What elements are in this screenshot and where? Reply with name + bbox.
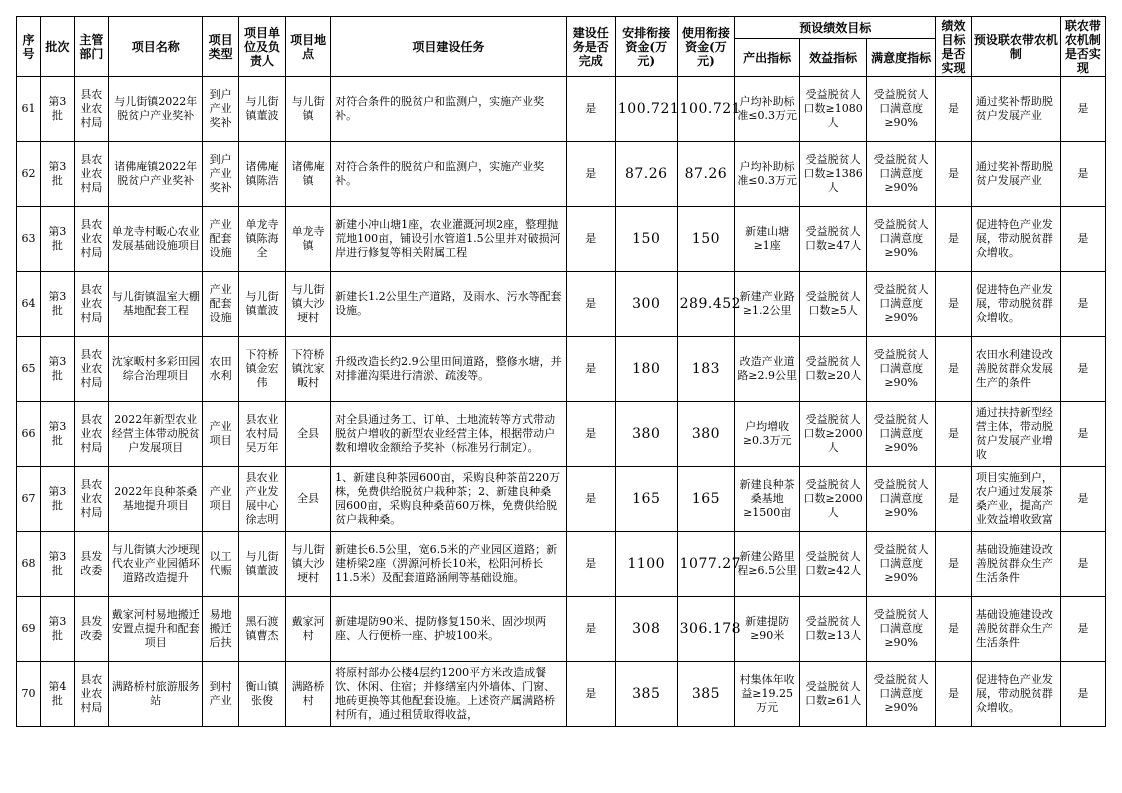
cell-location: 戴家河村 — [286, 597, 331, 662]
cell-output: 村集体年收益≥19.25万元 — [735, 662, 800, 727]
cell-batch: 第3批 — [41, 272, 75, 337]
cell-done: 是 — [566, 337, 615, 402]
cell-seq: 61 — [17, 77, 41, 142]
cell-done: 是 — [566, 467, 615, 532]
cell-dept: 县发改委 — [74, 532, 109, 597]
cell-satisfaction: 受益脱贫人口满意度≥90% — [867, 207, 936, 272]
cell-arranged: 150 — [615, 207, 677, 272]
cell-seq: 70 — [17, 662, 41, 727]
table-row — [17, 597, 1106, 662]
cell-perf-done: 是 — [936, 597, 972, 662]
cell-done: 是 — [566, 597, 615, 662]
header-arranged: 安排衔接资金(万元) — [615, 17, 677, 77]
cell-mechanism: 农田水利建设改善脱贫群众发展生产的条件 — [971, 337, 1060, 402]
cell-perf-done: 是 — [936, 467, 972, 532]
cell-type: 到户产业奖补 — [203, 142, 239, 207]
cell-seq: 69 — [17, 597, 41, 662]
cell-owner: 下符桥镇金宏伟 — [238, 337, 285, 402]
cell-mechanism: 促进特色产业发展，带动脱贫群众增收。 — [971, 272, 1060, 337]
cell-used: 87.26 — [677, 142, 735, 207]
cell-owner: 县农业农村局吴万年 — [238, 402, 285, 467]
cell-type: 产业配套设施 — [203, 272, 239, 337]
cell-benefit: 受益脱贫人口数≥20人 — [800, 337, 867, 402]
cell-type: 到村产业 — [203, 662, 239, 727]
cell-satisfaction: 受益脱贫人口满意度≥90% — [867, 142, 936, 207]
header-batch: 批次 — [41, 17, 75, 77]
cell-task: 新建堤防90米、提防修复150米、固沙坝两座、人行便桥一座、护坡100米。 — [331, 597, 567, 662]
header-mech-done: 联农带农机制是否实现 — [1060, 17, 1105, 77]
cell-type: 产业项目 — [203, 467, 239, 532]
cell-owner: 黑石渡镇曹杰 — [238, 597, 285, 662]
header-satisfaction: 满意度指标 — [867, 39, 936, 77]
table-row — [17, 77, 1106, 142]
cell-name: 2022年新型农业经营主体带动脱贫户发展项目 — [109, 402, 203, 467]
cell-owner: 县农业产业发展中心徐志明 — [238, 467, 285, 532]
cell-batch: 第3批 — [41, 597, 75, 662]
cell-arranged: 1100 — [615, 532, 677, 597]
table-row — [17, 207, 1106, 272]
cell-location: 下符桥镇沈家畈村 — [286, 337, 331, 402]
cell-done: 是 — [566, 532, 615, 597]
cell-owner: 与儿街镇董波 — [238, 77, 285, 142]
cell-used: 306.178 — [677, 597, 735, 662]
cell-perf-done: 是 — [936, 207, 972, 272]
cell-benefit: 受益脱贫人口数≥5人 — [800, 272, 867, 337]
cell-owner: 与儿街镇董波 — [238, 272, 285, 337]
cell-benefit: 受益脱贫人口数≥2000人 — [800, 467, 867, 532]
project-table — [16, 16, 1106, 727]
cell-mechanism: 项目实施到户，农户通过发展茶桑产业，提高产业效益增收致富 — [971, 467, 1060, 532]
cell-location: 单龙寺镇 — [286, 207, 331, 272]
cell-mechanism: 促进特色产业发展，带动脱贫群众增收。 — [971, 207, 1060, 272]
cell-name: 与儿街镇大沙埂现代农业产业园循环道路改造提升 — [109, 532, 203, 597]
cell-location: 满路桥村 — [286, 662, 331, 727]
cell-task: 对全县通过务工、订单、土地流转等方式带动脱贫户增收的新型农业经营主体，根据带动户数和增收金额给予奖补（标准另行制定）。 — [331, 402, 567, 467]
cell-name: 2022年良种茶桑基地提升项目 — [109, 467, 203, 532]
cell-task: 对符合条件的脱贫户和监测户，实施产业奖补。 — [331, 77, 567, 142]
cell-dept: 县农业农村局 — [74, 337, 109, 402]
cell-location: 全县 — [286, 467, 331, 532]
table-row — [17, 142, 1106, 207]
cell-output: 新建公路里程≥6.5公里 — [735, 532, 800, 597]
cell-seq: 64 — [17, 272, 41, 337]
cell-task: 新建长1.2公里生产道路，及雨水、污水等配套设施。 — [331, 272, 567, 337]
cell-perf-done: 是 — [936, 272, 972, 337]
cell-output: 改造产业道路≥2.9公里 — [735, 337, 800, 402]
cell-output: 新建良种茶桑基地≥1500亩 — [735, 467, 800, 532]
cell-perf-done: 是 — [936, 532, 972, 597]
cell-used: 385 — [677, 662, 735, 727]
cell-type: 农田水利 — [203, 337, 239, 402]
cell-seq: 63 — [17, 207, 41, 272]
project-table-sheet — [16, 16, 1106, 727]
cell-task: 新建小冲山塘1座，农业灌溉河坝2座，整理抛荒地100亩，铺设引水管道1.5公里并对破损河岸进行修复等相关附属工程 — [331, 207, 567, 272]
cell-benefit: 受益脱贫人口数≥2000人 — [800, 402, 867, 467]
table-row — [17, 662, 1106, 727]
cell-seq: 68 — [17, 532, 41, 597]
cell-output: 新建产业路≥1.2公里 — [735, 272, 800, 337]
cell-name: 单龙寺村畈心农业发展基础设施项目 — [109, 207, 203, 272]
cell-mech-done: 是 — [1060, 662, 1105, 727]
cell-mechanism: 基础设施建设改善脱贫群众生产生活条件 — [971, 597, 1060, 662]
cell-done: 是 — [566, 142, 615, 207]
cell-dept: 县农业农村局 — [74, 142, 109, 207]
table-row — [17, 467, 1106, 532]
header-location: 项目地点 — [286, 17, 331, 77]
cell-dept: 县农业农村局 — [74, 207, 109, 272]
cell-batch: 第4批 — [41, 662, 75, 727]
cell-name: 满路桥村旅游服务站 — [109, 662, 203, 727]
cell-arranged: 385 — [615, 662, 677, 727]
cell-batch: 第3批 — [41, 402, 75, 467]
cell-type: 到户产业奖补 — [203, 77, 239, 142]
cell-mechanism: 通过奖补帮助脱贫户发展产业 — [971, 142, 1060, 207]
cell-type: 产业项目 — [203, 402, 239, 467]
cell-dept: 县农业农村局 — [74, 402, 109, 467]
cell-benefit: 受益脱贫人口数≥42人 — [800, 532, 867, 597]
cell-batch: 第3批 — [41, 142, 75, 207]
header-type: 项目类型 — [203, 17, 239, 77]
cell-benefit: 受益脱贫人口数≥47人 — [800, 207, 867, 272]
cell-mech-done: 是 — [1060, 532, 1105, 597]
cell-type: 产业配套设施 — [203, 207, 239, 272]
cell-name: 戴家河村易地搬迁安置点提升和配套项目 — [109, 597, 203, 662]
header-perf-done: 绩效目标是否实现 — [936, 17, 972, 77]
header-done: 建设任务是否完成 — [566, 17, 615, 77]
cell-name: 诸佛庵镇2022年脱贫户产业奖补 — [109, 142, 203, 207]
header-mechanism: 预设联农带农机制 — [971, 17, 1060, 77]
cell-mech-done: 是 — [1060, 337, 1105, 402]
cell-location: 与儿街镇大沙埂村 — [286, 532, 331, 597]
cell-done: 是 — [566, 207, 615, 272]
cell-location: 与儿街镇 — [286, 77, 331, 142]
header-benefit: 效益指标 — [800, 39, 867, 77]
cell-seq: 62 — [17, 142, 41, 207]
header-output: 产出指标 — [735, 39, 800, 77]
cell-seq: 66 — [17, 402, 41, 467]
cell-mech-done: 是 — [1060, 207, 1105, 272]
cell-satisfaction: 受益脱贫人口满意度≥90% — [867, 597, 936, 662]
cell-satisfaction: 受益脱贫人口满意度≥90% — [867, 402, 936, 467]
table-row — [17, 532, 1106, 597]
cell-seq: 67 — [17, 467, 41, 532]
cell-used: 100.721 — [677, 77, 735, 142]
cell-mechanism: 通过奖补帮助脱贫户发展产业 — [971, 77, 1060, 142]
cell-perf-done: 是 — [936, 142, 972, 207]
cell-mech-done: 是 — [1060, 77, 1105, 142]
cell-dept: 县农业农村局 — [74, 272, 109, 337]
cell-owner: 诸佛庵镇陈浩 — [238, 142, 285, 207]
cell-mechanism: 促进特色产业发展，带动脱贫群众增收。 — [971, 662, 1060, 727]
cell-used: 380 — [677, 402, 735, 467]
header-used: 使用衔接资金(万元) — [677, 17, 735, 77]
cell-location: 诸佛庵镇 — [286, 142, 331, 207]
cell-batch: 第3批 — [41, 337, 75, 402]
cell-mech-done: 是 — [1060, 467, 1105, 532]
cell-satisfaction: 受益脱贫人口满意度≥90% — [867, 532, 936, 597]
cell-arranged: 300 — [615, 272, 677, 337]
header-perf: 预设绩效目标 — [735, 17, 936, 39]
cell-benefit: 受益脱贫人口数≥1080人 — [800, 77, 867, 142]
cell-task: 将原村部办公楼4层约1200平方米改造成餐饮、休闲、住宿；并修缮室内外墙体、门窗、地砖更换等其他配套设施。上述资产属满路桥村所有，通过租赁取得收益， — [331, 662, 567, 727]
cell-location: 与儿街镇大沙埂村 — [286, 272, 331, 337]
cell-output: 新建山塘≥1座 — [735, 207, 800, 272]
cell-mech-done: 是 — [1060, 402, 1105, 467]
table-row — [17, 337, 1106, 402]
cell-location: 全县 — [286, 402, 331, 467]
cell-arranged: 380 — [615, 402, 677, 467]
cell-output: 户均增收≥0.3万元 — [735, 402, 800, 467]
header-owner: 项目单位及负责人 — [238, 17, 285, 77]
cell-name: 沈家畈村多彩田园综合治理项目 — [109, 337, 203, 402]
cell-batch: 第3批 — [41, 77, 75, 142]
cell-dept: 县农业农村局 — [74, 77, 109, 142]
cell-output: 户均补助标准≤0.3万元 — [735, 77, 800, 142]
cell-dept: 县发改委 — [74, 597, 109, 662]
cell-perf-done: 是 — [936, 402, 972, 467]
cell-task: 1、新建良种茶园600亩，采购良种茶苗220万株，免费供给脱贫户栽种茶；2、新建良种桑园600亩，采购良种桑苗60万株，免费供给脱贫户栽种桑。 — [331, 467, 567, 532]
cell-output: 户均补助标准≤0.3万元 — [735, 142, 800, 207]
cell-benefit: 受益脱贫人口数≥13人 — [800, 597, 867, 662]
cell-dept: 县农业农村局 — [74, 662, 109, 727]
cell-perf-done: 是 — [936, 662, 972, 727]
cell-done: 是 — [566, 272, 615, 337]
cell-seq: 65 — [17, 337, 41, 402]
cell-type: 以工代赈 — [203, 532, 239, 597]
cell-satisfaction: 受益脱贫人口满意度≥90% — [867, 272, 936, 337]
cell-used: 1077.27 — [677, 532, 735, 597]
cell-mech-done: 是 — [1060, 272, 1105, 337]
cell-owner: 衡山镇张俊 — [238, 662, 285, 727]
cell-batch: 第3批 — [41, 532, 75, 597]
cell-satisfaction: 受益脱贫人口满意度≥90% — [867, 337, 936, 402]
cell-used: 165 — [677, 467, 735, 532]
cell-mech-done: 是 — [1060, 142, 1105, 207]
table-row — [17, 272, 1106, 337]
cell-perf-done: 是 — [936, 77, 972, 142]
cell-arranged: 87.26 — [615, 142, 677, 207]
cell-name: 与儿街镇2022年脱贫户产业奖补 — [109, 77, 203, 142]
cell-satisfaction: 受益脱贫人口满意度≥90% — [867, 77, 936, 142]
table-row — [17, 402, 1106, 467]
cell-arranged: 180 — [615, 337, 677, 402]
cell-perf-done: 是 — [936, 337, 972, 402]
cell-name: 与儿街镇温室大棚基地配套工程 — [109, 272, 203, 337]
cell-task: 升级改造长约2.9公里田间道路，整修水塘，并对排灌沟渠进行清淤、疏浚等。 — [331, 337, 567, 402]
cell-mechanism: 基础设施建设改善脱贫群众生产生活条件 — [971, 532, 1060, 597]
cell-benefit: 受益脱贫人口数≥1386人 — [800, 142, 867, 207]
cell-used: 183 — [677, 337, 735, 402]
cell-task: 对符合条件的脱贫户和监测户，实施产业奖补。 — [331, 142, 567, 207]
cell-used: 289.452 — [677, 272, 735, 337]
cell-arranged: 308 — [615, 597, 677, 662]
cell-arranged: 100.721 — [615, 77, 677, 142]
header-seq: 序号 — [17, 17, 41, 77]
cell-batch: 第3批 — [41, 467, 75, 532]
header-name: 项目名称 — [109, 17, 203, 77]
header-task: 项目建设任务 — [331, 17, 567, 77]
cell-type: 易地搬迁后扶 — [203, 597, 239, 662]
cell-output: 新建提防≥90米 — [735, 597, 800, 662]
cell-owner: 单龙寺镇陈海全 — [238, 207, 285, 272]
cell-task: 新建长6.5公里，宽6.5米的产业园区道路；新建桥梁2座（淠源河桥长10米，松阳河桥长11.5米）及配套道路涵闸等基础设施。 — [331, 532, 567, 597]
header-dept: 主管部门 — [74, 17, 109, 77]
cell-used: 150 — [677, 207, 735, 272]
cell-dept: 县农业农村局 — [74, 467, 109, 532]
cell-satisfaction: 受益脱贫人口满意度≥90% — [867, 467, 936, 532]
cell-done: 是 — [566, 662, 615, 727]
cell-benefit: 受益脱贫人口数≥61人 — [800, 662, 867, 727]
cell-done: 是 — [566, 402, 615, 467]
cell-mech-done: 是 — [1060, 597, 1105, 662]
cell-arranged: 165 — [615, 467, 677, 532]
cell-batch: 第3批 — [41, 207, 75, 272]
cell-mechanism: 通过扶持新型经营主体，带动脱贫户发展产业增收 — [971, 402, 1060, 467]
cell-satisfaction: 受益脱贫人口满意度≥90% — [867, 662, 936, 727]
cell-owner: 与儿街镇董波 — [238, 532, 285, 597]
cell-done: 是 — [566, 77, 615, 142]
